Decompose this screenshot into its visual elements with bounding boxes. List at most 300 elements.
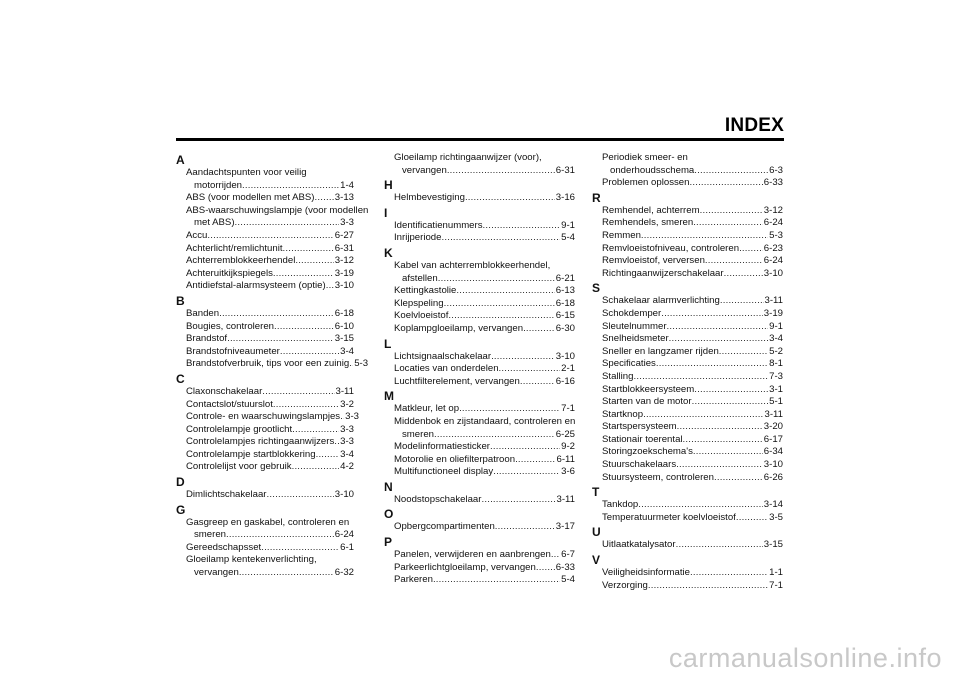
index-entry-text: Remmen [602, 229, 641, 241]
index-entry-text: Gloeilamp kentekenverlichting, [186, 554, 317, 566]
index-page-number: 3-10 [334, 280, 354, 292]
index-page-number: 6-18 [334, 307, 354, 319]
index-page-number: 3-12 [334, 255, 354, 267]
index-entry [176, 230, 354, 243]
index-entry-text: Locaties van onderdelen [394, 363, 499, 375]
index-entry-text: smeren [402, 428, 434, 440]
index-page-number: 6-31 [555, 164, 575, 176]
index-entry-line [394, 363, 575, 376]
index-letter-heading: D [176, 475, 185, 490]
index-entry-text: Middenbok en zijstandaard, controleren en [394, 415, 576, 427]
index-entry-line [602, 205, 783, 218]
index-page-number: 3-10 [555, 350, 575, 362]
index-page-number: 6-17 [763, 433, 783, 445]
index-entry-line [186, 321, 354, 334]
index-entry-text: Bougies, controleren [186, 320, 274, 332]
index-entry-text: Brandstofniveaumeter [186, 345, 280, 357]
dot-leader [700, 205, 763, 218]
index-entry [176, 449, 354, 462]
index-entry-line [394, 165, 575, 178]
dot-leader [669, 333, 768, 346]
index-entry [176, 204, 369, 230]
index-entry [176, 255, 354, 268]
index-entry-line [186, 308, 354, 321]
index-entry-text: motorrijden [194, 179, 242, 191]
index-entry [592, 243, 783, 256]
index-page-number: 3-13 [334, 192, 354, 204]
index-entry [176, 542, 354, 555]
index-entry-line [186, 399, 354, 412]
index-entry-text: Claxonschakelaar [186, 385, 263, 397]
index-entry-text: smeren [194, 529, 226, 541]
index-page-number: 6-23 [763, 242, 783, 254]
index-entry [176, 192, 354, 205]
index-entry-line [602, 409, 783, 422]
index-entry-text: Helmbevestiging [394, 192, 465, 204]
index-entry [592, 321, 783, 334]
index-entry-text: Periodiek smeer- en [602, 152, 688, 163]
dot-leader [736, 512, 768, 525]
index-page-number: 3-3 [340, 436, 354, 448]
index-entry [592, 346, 783, 359]
dot-leader [326, 280, 334, 293]
index-page-number: 6-26 [763, 471, 783, 483]
index-entry-text: Parkeren [394, 574, 433, 586]
dot-leader [648, 580, 768, 593]
index-entry [592, 472, 783, 485]
index-entry-line [394, 376, 575, 389]
index-entry [384, 562, 575, 575]
index-entry [592, 205, 783, 218]
index-entry [176, 517, 354, 542]
index-page-number: 6-33 [555, 561, 575, 573]
index-entry-line [186, 449, 354, 462]
index-entry [592, 268, 783, 281]
index-letter-heading: I [384, 205, 388, 220]
index-entry-text: Schokdemper [602, 307, 662, 319]
index-entry [592, 499, 783, 512]
dot-leader [661, 308, 763, 321]
index-page-number: 3-3 [340, 217, 354, 229]
index-entry-line [602, 177, 783, 190]
index-entry-line [602, 472, 783, 485]
index-letter-heading: C [176, 371, 185, 386]
index-entry-line [186, 346, 354, 359]
index-entry [176, 308, 354, 321]
index-page-number: 3-11 [764, 295, 783, 307]
index-page-number: 7-1 [769, 579, 783, 591]
index-entry-line [186, 180, 354, 193]
index-page-number: 6-15 [555, 310, 575, 322]
index-entry-line [602, 421, 783, 434]
index-page-number: 6-1 [340, 541, 354, 553]
dot-leader [316, 449, 340, 462]
dot-leader [239, 567, 334, 580]
index-page-number: 6-16 [555, 375, 575, 387]
index-entry-line [602, 243, 783, 256]
index-entry-text: Stuursysteem, controleren [602, 471, 714, 483]
index-entry-line [186, 217, 354, 230]
index-page-number: 5-3 [354, 358, 369, 370]
dot-leader [447, 165, 555, 178]
index-entry [384, 466, 575, 479]
index-entry-line [186, 517, 354, 530]
watermark: carmanualsonline.info [668, 643, 942, 673]
dot-leader [641, 230, 768, 243]
index-entry [176, 436, 354, 449]
index-entry [592, 295, 783, 308]
index-entry [592, 580, 783, 593]
index-letter-heading: B [176, 293, 185, 308]
dot-leader [495, 521, 555, 534]
index-page-number: 6-21 [555, 272, 575, 284]
dot-leader [705, 255, 763, 268]
index-letter-heading: P [384, 535, 393, 550]
index-entry-line [394, 232, 575, 245]
index-letter-heading: O [384, 507, 394, 522]
index-entry-text: Lichtsignaalschakelaar [394, 350, 492, 362]
dot-leader [283, 243, 334, 256]
index-entry-text: Remhendels, smeren [602, 217, 694, 229]
index-entry-line [186, 542, 354, 555]
index-entry [592, 371, 783, 384]
index-page-number: 5-2 [769, 345, 783, 357]
index-entry-line [394, 494, 575, 507]
index-page-number: 5-4 [561, 574, 575, 586]
index-entry [592, 409, 783, 422]
index-entry-text: Remhendel, achterrem [602, 204, 700, 216]
index-entry-line [602, 396, 783, 409]
dot-leader [694, 384, 768, 397]
index-entry [384, 351, 575, 364]
index-entry-line [394, 416, 575, 429]
index-page-number: 6-25 [555, 428, 575, 440]
index-entry-line [186, 167, 354, 180]
index-page-number: 9-2 [561, 441, 575, 453]
index-entry-text: Achterlicht/remlichtunit [186, 242, 283, 254]
dot-leader [292, 424, 339, 437]
index-entry-text: Sleutelnummer [602, 320, 667, 332]
index-page-number: 3-11 [764, 408, 783, 420]
index-entry-line [186, 333, 354, 346]
index-entry [384, 574, 575, 587]
index-entry-text: Controlelampje grootlicht [186, 423, 293, 435]
index-entry-text: Motorolie en oliefilterpatroon [394, 453, 516, 465]
index-entry [384, 298, 575, 311]
index-entry-line [394, 220, 575, 233]
index-entry [176, 399, 354, 412]
index-page-number: 3-10 [334, 489, 354, 501]
index-entry-text: Gasgreep en gaskabel, controleren en [186, 516, 350, 528]
index-entry-text: Kettingkastolie [394, 285, 457, 297]
index-column-3 [592, 152, 783, 592]
index-page-number: 3-19 [763, 307, 783, 319]
dot-leader [720, 295, 764, 308]
dot-leader [227, 333, 334, 346]
index-page-number: 3-11 [335, 385, 354, 397]
dot-leader [444, 298, 555, 311]
dot-leader [676, 539, 763, 552]
index-entry-text: Dimlichtschakelaar [186, 489, 267, 501]
index-entry-text: Kabel van achterremblokkeerhendel, [394, 259, 551, 271]
index-entry-line [394, 521, 575, 534]
index-entry-line [394, 549, 575, 562]
index-entry-line [602, 295, 783, 308]
index-entry-text: Modelinformatiesticker [394, 441, 490, 453]
index-entry [592, 255, 783, 268]
dot-leader [207, 230, 333, 243]
index-letter-heading: M [384, 389, 394, 404]
index-entry [176, 243, 354, 256]
index-entry-text: Controle- en waarschuwingslampjes [186, 411, 341, 423]
index-page-number: 3-10 [763, 459, 783, 471]
index-entry [384, 260, 575, 285]
index-page-number: 6-30 [555, 322, 575, 334]
index-entry [176, 333, 354, 346]
index-entry-line [602, 217, 783, 230]
index-page-number: 3-10 [763, 267, 783, 279]
index-entry [384, 549, 575, 562]
index-page-number: 3-20 [763, 421, 783, 433]
dot-leader [261, 542, 339, 555]
index-page-number: 6-11 [556, 453, 575, 465]
index-entry [176, 461, 354, 474]
index-page-number: 5-3 [769, 229, 783, 241]
index-page-number: 3-1 [769, 383, 783, 395]
index-entry-line [186, 268, 354, 281]
index-page-number: 9-1 [769, 320, 783, 332]
index-entry [384, 310, 575, 323]
index-entry-line [186, 489, 354, 502]
index-page-number: 6-24 [763, 255, 783, 267]
dot-leader [739, 243, 763, 256]
dot-leader [280, 346, 339, 359]
index-entry-text: Achterremblokkeerhendel [186, 255, 296, 267]
index-entry [176, 268, 354, 281]
index-entry-line [186, 424, 354, 437]
index-entry-text: Inrijperiode [394, 232, 442, 244]
index-entry-text: Controlelampjes richtingaanwijzers [186, 436, 335, 448]
index-page-number: 6-34 [763, 446, 783, 458]
index-page-number: 7-1 [561, 403, 575, 415]
index-entry-line [602, 333, 783, 346]
index-entry-line [602, 499, 783, 512]
index-entry-line [186, 230, 354, 243]
index-entry [176, 424, 354, 437]
dot-leader [219, 308, 334, 321]
index-page-number: 3-4 [340, 345, 354, 357]
dot-leader [274, 321, 334, 334]
dot-leader [551, 549, 560, 562]
dot-leader [465, 192, 555, 205]
index-entry [176, 280, 354, 293]
dot-leader [226, 529, 334, 542]
dot-leader [315, 192, 334, 205]
index-entry [384, 220, 575, 233]
index-page-number: 7-3 [769, 370, 783, 382]
dot-leader [719, 346, 768, 359]
dot-leader [693, 446, 763, 459]
index-entry-text: Banden [186, 307, 220, 319]
index-letter-heading: L [384, 336, 392, 351]
dot-leader [724, 268, 763, 281]
index-column-1 [176, 152, 369, 580]
dot-leader [676, 459, 763, 472]
index-entry-line [602, 268, 783, 281]
index-page-number: 1-4 [340, 179, 354, 191]
index-entry-line [602, 446, 783, 459]
index-entry-text: Startblokkeersysteem [602, 383, 695, 395]
index-entry-line [186, 192, 354, 205]
index-entry [592, 152, 783, 177]
index-entry-text: Starten van de motor [602, 396, 692, 408]
index-entry-text: Matkleur, let op [394, 403, 460, 415]
index-entry [176, 346, 354, 359]
index-entry-line [186, 243, 354, 256]
index-entry-text: Veiligheidsinformatie [602, 567, 690, 579]
index-page-number: 6-3 [769, 164, 783, 176]
index-entry-text: Noodstopschakelaar [394, 493, 482, 505]
index-entry-line [186, 411, 359, 424]
index-page-number: 3-15 [763, 539, 783, 551]
index-entry-line [602, 321, 783, 334]
index-entry [176, 358, 369, 371]
index-entry-text: ABS (voor modellen met ABS) [186, 192, 315, 204]
index-page-number: 6-13 [555, 285, 575, 297]
index-entry [384, 323, 575, 336]
index-entry-line [394, 298, 575, 311]
index-entry-text: Parkeerlichtgloeilamp, vervangen [394, 561, 536, 573]
index-entry [592, 177, 783, 190]
index-entry [384, 441, 575, 454]
index-entry-line [394, 429, 575, 442]
index-entry-line [394, 466, 575, 479]
dot-leader [536, 562, 555, 575]
index-page-number: 6-31 [334, 242, 354, 254]
index-page-number: 3-14 [763, 499, 783, 511]
index-entry-text: afstellen [402, 272, 438, 284]
index-page-number: 6-24 [334, 529, 354, 541]
index-entry [176, 321, 354, 334]
index-entry-text: Multifunctioneel display [394, 466, 494, 478]
index-entry-line [394, 403, 575, 416]
dot-leader [491, 351, 555, 364]
dot-leader [438, 273, 555, 286]
index-entry-line [602, 230, 783, 243]
dot-leader [273, 399, 339, 412]
index-page-number: 3-5 [769, 511, 783, 523]
index-entry-line [394, 323, 575, 336]
index-entry-line [186, 554, 354, 567]
index-entry [592, 421, 783, 434]
index-page-number: 3-4 [769, 333, 783, 345]
page-title: INDEX [724, 115, 784, 136]
index-entry [384, 152, 575, 177]
index-entry-text: Verzorging [602, 579, 648, 591]
index-entry-text: Schakelaar alarmverlichting [602, 295, 720, 307]
index-entry [384, 192, 575, 205]
index-entry [176, 167, 354, 192]
dot-leader [267, 489, 334, 502]
dot-leader [235, 217, 340, 230]
index-page-number: 3-16 [555, 192, 575, 204]
index-entry-text: Luchtfilterelement, vervangen [394, 375, 520, 387]
index-entry-text: Accu [186, 229, 208, 241]
index-entry-line [186, 461, 354, 474]
index-entry-line [186, 386, 354, 399]
index-page-number: 6-18 [555, 297, 575, 309]
dot-leader [656, 358, 768, 371]
dot-leader [690, 567, 768, 580]
index-entry-line [602, 152, 783, 165]
index-letter-heading: H [384, 178, 393, 193]
index-entry-line [602, 459, 783, 472]
index-entry [176, 411, 359, 424]
index-page-number: 3-17 [555, 521, 575, 533]
index-entry-line [394, 260, 575, 273]
index-entry [384, 454, 575, 467]
index-entry-text: Antidiefstal-alarmsysteem (optie) [186, 280, 326, 292]
index-entry-line [602, 434, 783, 447]
index-page-number: 6-24 [763, 217, 783, 229]
dot-leader [694, 165, 768, 178]
index-entry-line [602, 580, 783, 593]
dot-leader [441, 232, 560, 245]
index-entry-text: Opbergcompartimenten [394, 521, 495, 533]
index-entry-line [602, 512, 783, 525]
index-entry [592, 384, 783, 397]
index-entry [384, 363, 575, 376]
index-entry-line [394, 562, 575, 575]
index-entry-text: Problemen oplossen [602, 177, 690, 189]
dot-leader [434, 429, 555, 442]
index-entry-line [394, 574, 575, 587]
index-letter-heading: N [384, 479, 393, 494]
index-entry-line [602, 371, 783, 384]
dot-leader [433, 574, 560, 587]
index-page-number: 3-15 [334, 333, 354, 345]
index-page-number: 4-2 [340, 461, 354, 473]
index-entry-line [394, 454, 575, 467]
index-entry-line [602, 384, 783, 397]
index-entry-line [602, 255, 783, 268]
dot-leader [448, 310, 554, 323]
dot-leader [490, 441, 560, 454]
dot-leader [677, 421, 763, 434]
index-entry [592, 333, 783, 346]
index-entry-text: Identificatienummers [394, 219, 483, 231]
index-entry-text: Brandstof [186, 333, 228, 345]
index-entry-text: Sneller en langzamer rijden [602, 345, 719, 357]
index-letter-heading: T [592, 485, 600, 500]
index-page-number: 3-3 [345, 411, 359, 423]
index-page-number: 3-6 [561, 466, 575, 478]
index-entry-text: Specificaties [602, 358, 656, 370]
index-entry-line [394, 310, 575, 323]
index-letter-heading: U [592, 525, 601, 540]
dot-leader [633, 371, 768, 384]
index-entry-line [602, 165, 783, 178]
index-entry-text: Temperatuurmeter koelvloeistof [602, 511, 736, 523]
index-page-number: 6-27 [334, 229, 354, 241]
index-entry-text: Stuurschakelaars [602, 459, 677, 471]
index-entry [384, 232, 575, 245]
index-entry-text: Aandachtspunten voor veilig [186, 167, 307, 178]
index-entry-text: Koelvloeistof [394, 310, 449, 322]
index-entry-text: Brandstofverbruik, tips voor een zuinig [186, 358, 350, 370]
index-entry-line [602, 539, 783, 552]
index-page-number: 1-1 [769, 567, 783, 579]
